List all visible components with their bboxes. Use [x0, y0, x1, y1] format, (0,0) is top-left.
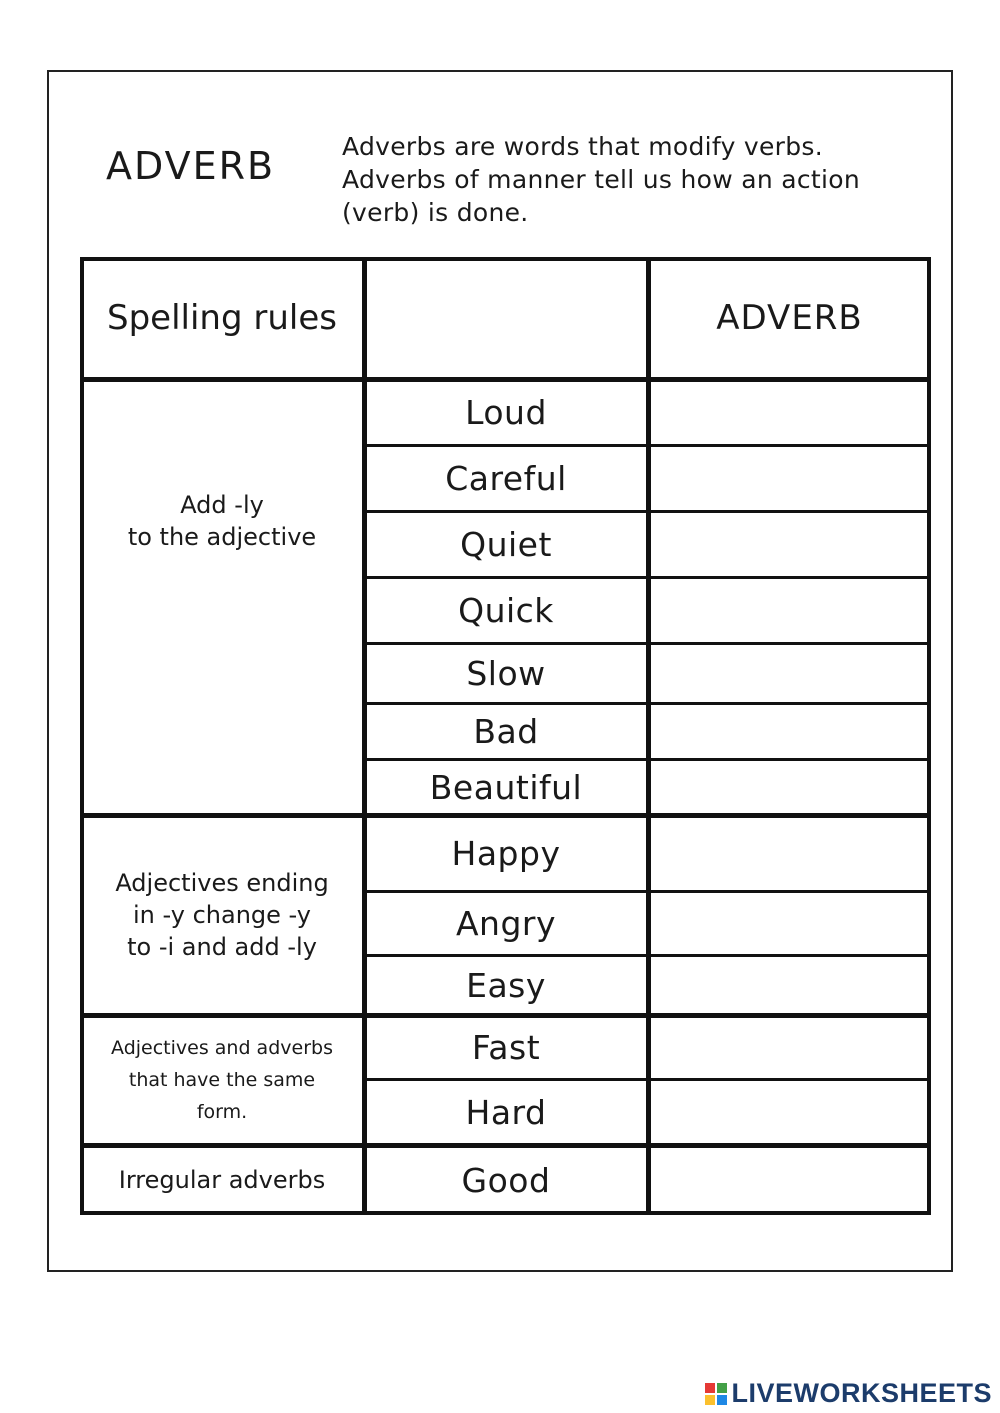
spelling-rule-4-line-1: Irregular adverbs: [118, 1166, 326, 1194]
adverb-answer-cell[interactable]: [651, 759, 927, 815]
adjective-cell: Loud: [465, 392, 547, 432]
spelling-rule-2-line-1: Adjectives ending: [115, 869, 329, 897]
spelling-rule-3-line-1: Adjectives and adverbs: [111, 1037, 333, 1059]
brand-name: LIVEWORKSHEETS: [731, 1378, 992, 1408]
header-adverb: ADVERB: [716, 298, 863, 338]
adverb-answer-cell[interactable]: [651, 511, 927, 577]
spelling-rule-1-line-1: Add -ly: [180, 491, 264, 519]
intro-text: [342, 130, 922, 229]
spelling-rule-2-line-3: to -i and add -ly: [127, 933, 317, 961]
adjective-cell: Fast: [471, 1027, 541, 1067]
adverb-answer-cell[interactable]: [651, 577, 927, 643]
spelling-rule-1-line-2: to the adjective: [127, 523, 317, 551]
adverb-answer-cell[interactable]: [651, 1079, 927, 1145]
spelling-rule-2-line-2: in -y change -y: [133, 901, 311, 929]
adjective-cell: Easy: [466, 965, 546, 1005]
adverb-answer-cell[interactable]: [651, 891, 927, 955]
liveworksheets-logo: [705, 1378, 992, 1409]
logo-square-blue: [717, 1395, 727, 1405]
adverb-answer-cell[interactable]: [651, 1015, 927, 1079]
adjective-cell: Slow: [466, 653, 546, 693]
adverb-answer-cell[interactable]: [651, 703, 927, 759]
spelling-rule-3: [84, 1015, 360, 1145]
adjective-cell: Good: [461, 1160, 551, 1200]
intro-line-3: (verb) is done.: [342, 198, 529, 227]
adjective-cell: Happy: [451, 833, 561, 873]
table-border-top: [80, 257, 931, 261]
spelling-rule-3-line-2: that have the same: [128, 1069, 316, 1091]
logo-mark-icon: [705, 1383, 727, 1405]
adjective-cell: Beautiful: [429, 767, 583, 807]
adverb-answer-cell[interactable]: [651, 643, 927, 703]
adjective-cell: Quiet: [460, 524, 552, 564]
adjective-cell: Bad: [473, 711, 539, 751]
header-spelling-rules: Spelling rules: [107, 298, 337, 338]
adverb-answer-cell[interactable]: [651, 955, 927, 1015]
spelling-rule-2: [84, 815, 360, 1015]
adjective-cell: Careful: [445, 458, 567, 498]
logo-square-yellow: [705, 1395, 715, 1405]
adverb-answer-cell[interactable]: [651, 815, 927, 891]
adverb-answer-cell[interactable]: [651, 445, 927, 511]
adverb-answer-cell[interactable]: [651, 1145, 927, 1215]
spelling-rule-3-line-3: form.: [196, 1101, 248, 1123]
logo-square-red: [705, 1383, 715, 1393]
spelling-rule-1: [84, 379, 360, 815]
table-border-right: [927, 257, 931, 1215]
adjective-cell: Angry: [455, 903, 557, 943]
worksheet-title: ADVERB: [106, 144, 276, 188]
adverb-answer-cell[interactable]: [651, 379, 927, 445]
header-adjective: [364, 257, 648, 379]
intro-line-1: Adverbs are words that modify verbs.: [342, 132, 824, 161]
adverb-table: [80, 257, 931, 1215]
logo-square-green: [717, 1383, 727, 1393]
adjective-cell: Quick: [458, 590, 554, 630]
spelling-rule-4: [84, 1145, 360, 1215]
intro-line-2: Adverbs of manner tell us how an action: [342, 165, 860, 194]
adjective-cell: Hard: [465, 1092, 547, 1132]
